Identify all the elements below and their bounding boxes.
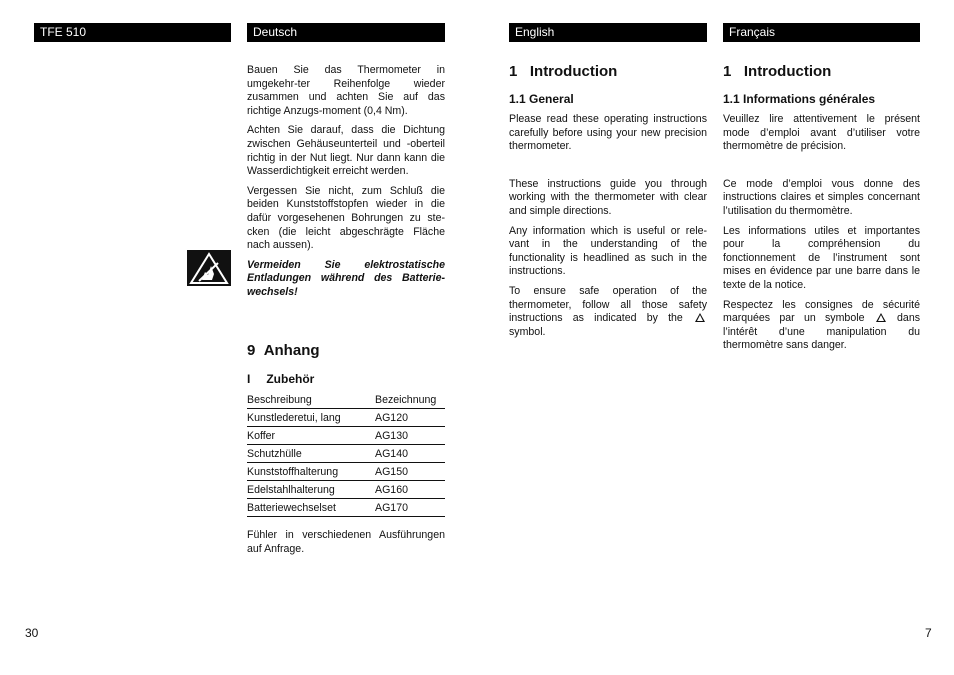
appendix-heading (247, 342, 320, 359)
english-paragraph: Please read these operating instructions carefully before using your new precision thermometer. (509, 113, 707, 153)
english-subsection-heading: 1.1 General (509, 92, 574, 106)
table-cell-description: Kunststoffhalterung (247, 463, 375, 481)
table-row (247, 409, 445, 427)
probes-note: Fühler in verschiedenen Ausführungen auf Anfrage. (247, 529, 445, 555)
german-paragraph: Vergessen Sie nicht, zum Schluß die beiden Kunststoffstopfen wieder in die dafür vorgesehenen Bohrungen zu ste-cken (die leicht abgeschrägte Fläche nach aussen). (247, 184, 445, 252)
table-cell-designation: AG140 (375, 445, 445, 463)
safety-text-end: symbol. (509, 325, 546, 338)
page-number-right: 7 (925, 626, 932, 640)
table-cell-designation: AG160 (375, 481, 445, 499)
table-header-row (247, 391, 445, 409)
table-cell-description: Batteriewechselset (247, 499, 375, 517)
column-header-designation: Bezeichnung (375, 391, 445, 409)
model-header: TFE 510 (34, 23, 231, 42)
language-header-deutsch: Deutsch (247, 23, 445, 42)
probes-note-block (247, 529, 445, 562)
table-cell-description: Schutzhülle (247, 445, 375, 463)
table-row (247, 445, 445, 463)
english-column (509, 113, 707, 345)
section-title: Introduction (529, 63, 618, 80)
table-row (247, 481, 445, 499)
french-paragraph (723, 299, 920, 353)
table-row (247, 463, 445, 481)
safety-text-start: To ensure safe operation of the thermometer, follow all those safety instructions as indicated by the (509, 284, 707, 325)
warning-triangle-icon (695, 313, 705, 322)
english-paragraph (509, 285, 707, 339)
french-paragraph: Les informations utiles et importantes pour la compréhension du fonctionnement de l’instrument sont mises en évidence par une barre dans le texte de la notice. (723, 224, 920, 291)
language-header-english: English (509, 23, 707, 42)
warning-triangle-icon (876, 313, 886, 322)
french-column (723, 113, 920, 359)
section-number: 1 (509, 63, 518, 80)
english-section-heading (509, 63, 617, 80)
german-paragraph: Achten Sie darauf, dass die Dichtung zwischen Gehäuseunterteil und -oberteil richtig in der Nut liegt. Nur dann kann die Wasserdichtigkeit erreicht werden. (247, 124, 445, 178)
column-header-description: Beschreibung (247, 391, 375, 409)
accessories-heading (247, 372, 314, 386)
french-section-heading (723, 63, 831, 80)
french-paragraph: Veuillez lire attentivement le présent mode d’emploi avant d’utiliser votre thermomètre de précision. (723, 113, 920, 153)
table-cell-description: Koffer (247, 427, 375, 445)
esd-warning-icon (187, 250, 231, 286)
german-column (247, 64, 445, 306)
table-cell-designation: AG120 (375, 409, 445, 427)
page-number-left: 30 (25, 626, 39, 640)
english-paragraph: Any information which is useful or rele-vant in the understanding of the functionality is headlined as such in the instructions. (509, 224, 707, 278)
section-title: Introduction (743, 63, 832, 80)
subsection-number: I (247, 372, 251, 386)
safety-text-start: Respectez les consignes de sécurité marquées par un symbole (723, 298, 920, 325)
french-paragraph: Ce mode d’emploi vous donne des instructions claires et simples concernant l’utilisation du thermomètre. (723, 177, 920, 217)
table-cell-designation: AG130 (375, 427, 445, 445)
german-paragraph: Bauen Sie das Thermometer in umgekehr-ter Reihenfolge wieder zusammen und achten Sie auf das richtige Anzugs-moment (0,4 Nm). (247, 64, 445, 117)
esd-warning-text: Vermeiden Sie elektrostatische Entladungen während des Batterie-wechsels! (247, 258, 445, 298)
table-cell-description: Edelstahlhalterung (247, 481, 375, 499)
subsection-title: Zubehör (266, 372, 315, 386)
language-header-francais: Français (723, 23, 920, 42)
table-cell-description: Kunstlederetui, lang (247, 409, 375, 427)
section-number: 1 (723, 63, 732, 80)
accessories-table (247, 391, 445, 517)
english-paragraph: These instructions guide you through working with the thermometer with clear and simple directions. (509, 177, 707, 217)
table-cell-designation: AG170 (375, 499, 445, 517)
table-row (247, 427, 445, 445)
section-number: 9 (247, 342, 256, 359)
table-row (247, 499, 445, 517)
table-cell-designation: AG150 (375, 463, 445, 481)
safety-text-end: dans l’intérêt d’une manipulation du thermomètre sans danger. (723, 312, 921, 352)
french-subsection-heading: 1.1 Informations générales (723, 92, 876, 106)
section-title: Anhang (263, 342, 320, 359)
